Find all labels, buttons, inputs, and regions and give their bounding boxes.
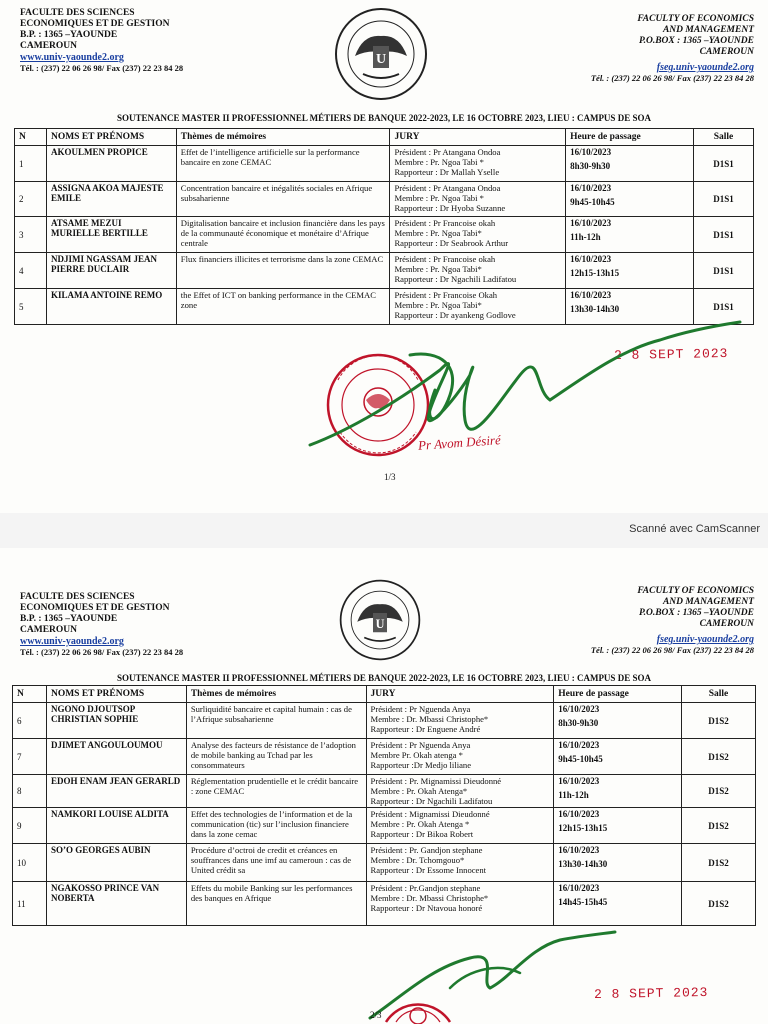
jury-member: Membre : Dr. Mbassi Christophe*: [370, 714, 489, 724]
row-number: 9: [13, 808, 47, 844]
jury-rapporteur: Rapporteur : Dr ayankeng Godlove: [394, 310, 516, 320]
room: D1S1: [694, 253, 754, 289]
time-slot-cell: [554, 703, 682, 739]
jury-member: Membre : Pr. Ngoa Tabi *: [394, 157, 484, 167]
jury-rapporteur: Rapporteur :Dr Medjo liliane: [370, 760, 472, 770]
defense-time: 9h45-10h45: [570, 197, 615, 207]
time-slot-cell: [554, 844, 682, 882]
jury-cell: [366, 808, 554, 844]
defense-date: 16/10/2023: [570, 290, 612, 300]
jury-president: Président : Mignamissi Dieudonné: [370, 809, 490, 819]
jury-cell: [390, 217, 566, 253]
university-logo: [333, 6, 429, 102]
jury-member: Membre : Dr. Mbassi Christophe*: [370, 893, 489, 903]
page-number: 2/3: [370, 1010, 382, 1020]
scanner-watermark: Scanné avec CamScanner: [629, 523, 760, 535]
jury-member: Membre : Pr. Ngoa Tabi*: [394, 300, 482, 310]
en-line: FACULTY OF ECONOMICS: [637, 586, 754, 596]
document-page-2: [0, 548, 768, 1024]
defense-time: 13h30-14h30: [558, 859, 608, 869]
table-row: [15, 289, 754, 325]
row-number: 6: [13, 703, 47, 739]
student-name: NGONO DJOUTSOP CHRISTIAN SOPHIE: [46, 703, 186, 739]
room: D1S2: [682, 844, 756, 882]
col-header-themes: Thèmes de mémoires: [176, 129, 390, 146]
jury-rapporteur: Rapporteur : Dr Enguene André: [370, 724, 481, 734]
col-header-salle: Salle: [694, 129, 754, 146]
student-name: ASSIGNA AKOA MAJESTE EMILE: [46, 182, 176, 217]
row-number: 4: [15, 253, 47, 289]
col-header-noms: NOMS ET PRÉNOMS: [46, 686, 186, 703]
student-name: AKOULMEN PROPICE: [46, 146, 176, 182]
jury-president: Président : Pr Atangana Ondoa: [394, 147, 501, 157]
jury-rapporteur: Rapporteur : Dr Ntavoua honoré: [370, 903, 483, 913]
room: D1S1: [694, 146, 754, 182]
jury-president: Président : Pr Francoise okah: [394, 218, 496, 228]
thesis-theme: Effet des technologies de l’information et de la communication (tic) sur l’inclusion financiere dans la zone cemac: [186, 808, 366, 844]
jury-cell: [366, 844, 554, 882]
time-slot-cell: [554, 882, 682, 926]
svg-text:U: U: [375, 52, 387, 67]
en-line: AND MANAGEMENT: [662, 25, 754, 35]
jury-rapporteur: Rapporteur : Dr Ngachili Ladifatou: [394, 274, 517, 284]
row-number: 2: [15, 182, 47, 217]
en-line: FACULTY OF ECONOMICS: [637, 14, 754, 24]
thesis-theme: Effet de l’intelligence artificielle sur la performance bancaire en zone CEMAC: [176, 146, 390, 182]
table-row: [13, 703, 756, 739]
defense-date: 16/10/2023: [570, 183, 612, 193]
jury-rapporteur: Rapporteur : Dr Ngachili Ladifatou: [370, 796, 493, 806]
fr-line: FACULTE DES SCIENCES: [20, 592, 135, 602]
fr-line: CAMEROUN: [20, 625, 77, 635]
page-number: 1/3: [384, 472, 396, 482]
table-row: [13, 844, 756, 882]
fr-line: CAMEROUN: [20, 41, 77, 51]
fr-website-link[interactable]: www.univ-yaounde2.org: [20, 52, 124, 63]
jury-cell: [366, 775, 554, 808]
en-line: P.O.BOX : 1365 –YAOUNDE: [639, 36, 754, 46]
jury-president: Président : Pr.Gandjon stephane: [370, 883, 481, 893]
row-number: 1: [15, 146, 47, 182]
defense-date: 16/10/2023: [558, 740, 600, 750]
en-line: CAMEROUN: [699, 47, 754, 57]
en-line: AND MANAGEMENT: [662, 597, 754, 607]
fr-letterhead: [20, 8, 183, 74]
jury-cell: [390, 182, 566, 217]
row-number: 5: [15, 289, 47, 325]
time-slot-cell: [566, 217, 694, 253]
fr-line: ECONOMIQUES ET DE GESTION: [20, 19, 170, 29]
time-slot-cell: [554, 775, 682, 808]
student-name: NAMKORI LOUISE ALDITA: [46, 808, 186, 844]
jury-rapporteur: Rapporteur : Dr Hyoba Suzanne: [394, 203, 506, 213]
jury-member: Membre Pr. Okah atenga *: [370, 750, 463, 760]
university-logo: [338, 578, 422, 662]
jury-president: Président : Pr. Mignamissi Dieudonné: [370, 776, 502, 786]
student-name: NGAKOSSO PRINCE VAN NOBERTA: [46, 882, 186, 926]
defense-time: 11h-12h: [558, 790, 589, 800]
table-row: [13, 882, 756, 926]
row-number: 7: [13, 739, 47, 775]
col-header-jury: JURY: [390, 129, 566, 146]
schedule-table-2: [12, 685, 756, 926]
jury-rapporteur: Rapporteur : Dr Seabrook Arthur: [394, 238, 509, 248]
time-slot-cell: [566, 289, 694, 325]
table-row: [13, 775, 756, 808]
thesis-theme: the Effet of ICT on banking performance in the CEMAC zone: [176, 289, 390, 325]
jury-president: Président : Pr Francoise okah: [394, 254, 496, 264]
time-slot-cell: [554, 808, 682, 844]
col-header-themes: Thèmes de mémoires: [186, 686, 366, 703]
thesis-theme: Digitalisation bancaire et inclusion financière dans les pays de la communauté économique et monétaire d’Afrique centrale: [176, 217, 390, 253]
jury-cell: [366, 703, 554, 739]
jury-rapporteur: Rapporteur : Dr Essome Innocent: [370, 865, 487, 875]
en-line: P.O.BOX : 1365 –YAOUNDE: [639, 608, 754, 618]
jury-cell: [366, 739, 554, 775]
official-seal: [378, 964, 458, 1024]
jury-cell: [390, 253, 566, 289]
col-header-n: N: [13, 686, 47, 703]
jury-president: Président : Pr Atangana Ondoa: [394, 183, 501, 193]
thesis-theme: Surliquidité bancaire et capital humain : cas de l’Afrique subsaharienne: [186, 703, 366, 739]
time-slot-cell: [566, 182, 694, 217]
time-slot-cell: [566, 146, 694, 182]
jury-president: Président : Pr Francoise Okah: [394, 290, 498, 300]
col-header-salle: Salle: [682, 686, 756, 703]
student-name: EDOH ENAM JEAN GERARLD: [46, 775, 186, 808]
jury-rapporteur: Rapporteur : Dr Bikoa Robert: [370, 829, 474, 839]
scanner-gap: [0, 513, 768, 548]
col-header-jury: JURY: [366, 686, 554, 703]
svg-text:U: U: [375, 616, 385, 631]
en-phone: Tél. : (237) 22 06 26 98/ Fax (237) 22 23 84 28: [590, 73, 754, 83]
student-name: DJIMET ANGOULOUMOU: [46, 739, 186, 775]
defense-date: 16/10/2023: [558, 845, 600, 855]
jury-member: Membre : Pr. Ngoa Tabi*: [394, 228, 482, 238]
jury-president: Président : Pr. Gandjon stephane: [370, 845, 483, 855]
table-header-row: [13, 686, 756, 703]
room: D1S2: [682, 775, 756, 808]
defense-time: 12h15-13h15: [570, 268, 620, 278]
defense-date: 16/10/2023: [570, 218, 612, 228]
defense-date: 16/10/2023: [570, 147, 612, 157]
document-title: SOUTENANCE MASTER II PROFESSIONNEL MÉTIERS DE BANQUE 2022-2023, LE 16 OCTOBRE 2023, LIEU : CAMPUS DE SOA: [117, 113, 651, 123]
jury-member: Membre : Dr. Tchomgouo*: [370, 855, 465, 865]
jury-member: Membre : Pr. Ngoa Tabi*: [394, 264, 482, 274]
en-letterhead: [591, 14, 754, 84]
defense-time: 14h45-15h45: [558, 897, 608, 907]
col-header-n: N: [15, 129, 47, 146]
defense-time: 12h15-13h15: [558, 823, 608, 833]
thesis-theme: Effets du mobile Banking sur les performances des banques en Afrique: [186, 882, 366, 926]
fr-phone: Tél. : (237) 22 06 26 98/ Fax (237) 22 23 84 28: [20, 647, 184, 657]
student-name: KILAMA ANTOINE REMO: [46, 289, 176, 325]
table-row: [13, 808, 756, 844]
thesis-theme: Analyse des facteurs de résistance de l’adoption de mobile banking au Tchad par les consommateurs: [186, 739, 366, 775]
col-header-heure: Heure de passage: [566, 129, 694, 146]
fr-phone: Tél. : (237) 22 06 26 98/ Fax (237) 22 23 84 28: [20, 63, 184, 73]
defense-date: 16/10/2023: [558, 704, 600, 714]
jury-cell: [390, 146, 566, 182]
defense-time: 8h30-9h30: [570, 161, 611, 171]
defense-time: 13h30-14h30: [570, 304, 620, 314]
defense-time: 11h-12h: [570, 232, 601, 242]
table-row: [15, 146, 754, 182]
en-line: CAMEROUN: [699, 619, 754, 629]
jury-president: Président : Pr Nguenda Anya: [370, 704, 471, 714]
thesis-theme: Réglementation prudentielle et le crédit bancaire : zone CEMAC: [186, 775, 366, 808]
jury-cell: [366, 882, 554, 926]
date-stamp: 2 8 SEPT 2023: [613, 346, 729, 363]
room: D1S2: [682, 703, 756, 739]
room: D1S1: [694, 289, 754, 325]
jury-member: Membre : Pr. Okah Atenga*: [370, 786, 468, 796]
jury-rapporteur: Rapporteur : Dr Mallah Yselle: [394, 167, 500, 177]
defense-time: 9h45-10h45: [558, 754, 603, 764]
fr-line: B.P. : 1365 –YAOUNDE: [20, 30, 118, 40]
table-row: [13, 739, 756, 775]
student-name: NDJIMI NGASSAM JEAN PIERRE DUCLAIR: [46, 253, 176, 289]
col-header-heure: Heure de passage: [554, 686, 682, 703]
jury-member: Membre : Pr. Okah Atenga *: [370, 819, 470, 829]
schedule-table-1: [14, 128, 754, 325]
thesis-theme: Procédure d’octroi de credit et créances en souffrances dans une imf au cameroun : cas de United crédit sa: [186, 844, 366, 882]
fr-line: FACULTE DES SCIENCES: [20, 8, 135, 18]
defense-date: 16/10/2023: [558, 776, 600, 786]
en-phone: Tél. : (237) 22 06 26 98/ Fax (237) 22 23 84 28: [590, 645, 754, 655]
student-name: SO’O GEORGES AUBIN: [46, 844, 186, 882]
row-number: 10: [13, 844, 47, 882]
table-row: [15, 182, 754, 217]
student-name: ATSAME MEZUI MURIELLE BERTILLE: [46, 217, 176, 253]
fr-letterhead: [20, 592, 183, 658]
date-stamp: 2 8 SEPT 2023: [593, 985, 709, 1002]
defense-date: 16/10/2023: [558, 809, 600, 819]
en-website-link[interactable]: fseg.univ-yaounde2.org: [656, 634, 754, 645]
time-slot-cell: [554, 739, 682, 775]
table-header-row: [15, 129, 754, 146]
row-number: 8: [13, 775, 47, 808]
room: D1S2: [682, 739, 756, 775]
thesis-theme: Concentration bancaire et inégalités sociales en Afrique subsaharienne: [176, 182, 390, 217]
table-row: [15, 253, 754, 289]
defense-time: 8h30-9h30: [558, 718, 599, 728]
row-number: 11: [13, 882, 47, 926]
document-title: SOUTENANCE MASTER II PROFESSIONNEL MÉTIERS DE BANQUE 2022-2023, LE 16 OCTOBRE 2023, LIEU : CAMPUS DE SOA: [117, 673, 651, 683]
en-letterhead: [591, 586, 754, 656]
fr-line: B.P. : 1365 –YAOUNDE: [20, 614, 118, 624]
thesis-theme: Flux financiers illicites et terrorisme dans la zone CEMAC: [176, 253, 390, 289]
table-row: [15, 217, 754, 253]
defense-date: 16/10/2023: [570, 254, 612, 264]
fr-website-link[interactable]: www.univ-yaounde2.org: [20, 636, 124, 647]
jury-cell: [390, 289, 566, 325]
room: D1S2: [682, 808, 756, 844]
col-header-noms: NOMS ET PRÉNOMS: [46, 129, 176, 146]
en-website-link[interactable]: fseg.univ-yaounde2.org: [656, 62, 754, 73]
room: D1S1: [694, 217, 754, 253]
room: D1S2: [682, 882, 756, 926]
jury-member: Membre : Pr. Ngoa Tabi *: [394, 193, 484, 203]
time-slot-cell: [566, 253, 694, 289]
room: D1S1: [694, 182, 754, 217]
dean-signature-text: Pr Avom Désiré: [417, 432, 502, 453]
row-number: 3: [15, 217, 47, 253]
defense-date: 16/10/2023: [558, 883, 600, 893]
jury-president: Président : Pr Nguenda Anya: [370, 740, 471, 750]
fr-line: ECONOMIQUES ET DE GESTION: [20, 603, 170, 613]
